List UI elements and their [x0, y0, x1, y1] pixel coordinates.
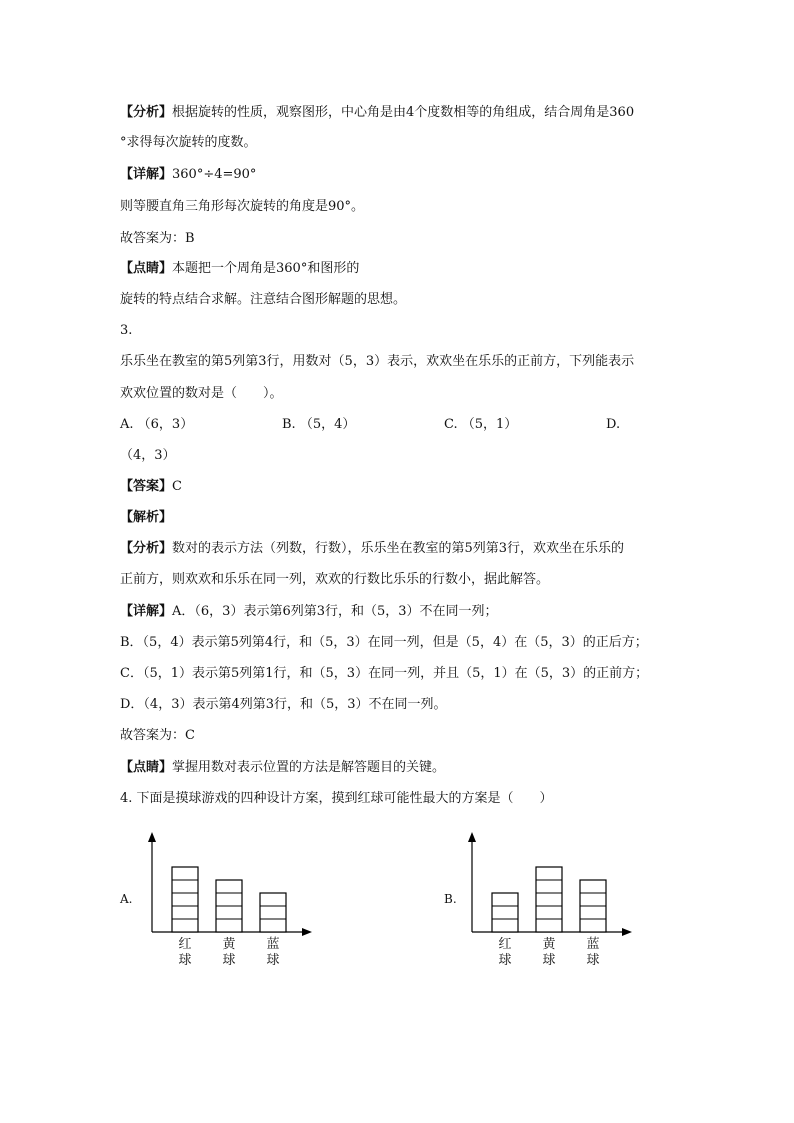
chart-b-tick-label-黄球: 球: [542, 953, 556, 968]
q3-analysis-line-2: 正前方，则欢欢和乐乐在同一列，欢欢的行数比乐乐的行数小，据此解答。: [120, 572, 550, 587]
q3-detail-a: [120, 603, 498, 621]
q2-detail-text: 360°÷4=90°: [172, 167, 257, 182]
q3-explain-tag: 【解析】: [120, 510, 173, 525]
q4-chart-a: [140, 830, 320, 970]
chart-b-tick-label-蓝球: 蓝: [586, 937, 600, 952]
chart-a-tick-label-蓝球: 蓝: [266, 937, 280, 952]
q3-option-b: B. （5，4）: [282, 417, 356, 432]
q4-chart-b-svg: [460, 830, 640, 970]
q3-detail-b: B．（5，4）表示第5列第4行，和（5，3）在同一列，但是（5，4）在（5，3）的正后方；: [120, 635, 648, 650]
q3-stem-line-2: 欢欢位置的数对是（ ）。: [120, 386, 283, 401]
chart-a-tick-label-蓝球: 球: [266, 953, 280, 968]
q3-answer-line: [120, 478, 182, 496]
q4-chart-b: [460, 830, 640, 970]
q3-number: 3.: [120, 323, 133, 338]
q4-chart-a-svg: [140, 830, 320, 970]
q3-answer-value: C: [172, 479, 182, 494]
q4-stem: 4. 下面是摸球游戏的四种设计方案，摸到红球可能性最大的方案是（ ）: [120, 791, 553, 806]
q3-detail-c: C．（5，1）表示第5列第1行，和（5，3）在同一列，并且（5，1）在（5，3）的正前方；: [120, 666, 649, 681]
q2-detail-line-2: 则等腰直角三角形每次旋转的角度是90°。: [120, 199, 365, 214]
q3-comment-line: [120, 759, 445, 777]
q3-analysis-text: 数对的表示方法（列数，行数），乐乐坐在教室的第5列第3行，欢欢坐在乐乐的: [172, 541, 625, 556]
q2-comment-text: 本题把一个周角是360°和图形的: [172, 261, 360, 276]
q4-option-a-label: A.: [120, 892, 133, 906]
q3-option-d: D.: [606, 417, 621, 432]
q4-option-b-label: B.: [444, 892, 457, 906]
chart-b-y-axis-arrow: [468, 832, 476, 842]
chart-b-tick-label-红球: 球: [498, 953, 512, 968]
q2-analysis-tag: 【分析】: [120, 105, 173, 120]
q2-comment-line-2: 旋转的特点结合求解。注意结合图形解题的思想。: [120, 292, 407, 307]
q2-analysis-line-1: [120, 104, 634, 122]
q3-answer-tag: 【答案】: [120, 479, 173, 494]
chart-b-tick-label-蓝球: 球: [586, 953, 600, 968]
q3-answer-final: 故答案为：C: [120, 728, 195, 743]
chart-a-x-axis-arrow: [302, 928, 312, 936]
q2-detail-line: [120, 166, 256, 184]
q3-comment-text: 掌握用数对表示位置的方法是解答题目的关键。: [172, 760, 446, 775]
q2-comment-line-1: [120, 260, 359, 278]
chart-b-tick-label-黄球: 黄: [542, 937, 556, 952]
q2-analysis-text: 根据旋转的性质，观察图形，中心角是由4个度数相等的角组成，结合周角是360: [172, 105, 635, 120]
chart-b-tick-label-红球: 红: [498, 937, 512, 952]
q2-analysis-line-2: °求得每次旋转的度数。: [120, 135, 257, 150]
chart-a-tick-label-红球: 球: [178, 953, 192, 968]
q3-analysis-tag: 【分析】: [120, 541, 173, 556]
chart-a-y-axis-arrow: [148, 832, 156, 842]
q2-detail-tag: 【详解】: [120, 167, 173, 182]
chart-b-x-axis-arrow: [622, 928, 632, 936]
chart-a-tick-label-红球: 红: [178, 937, 192, 952]
chart-b-bar-红球: [492, 893, 518, 932]
chart-a-tick-label-黄球: 球: [222, 953, 236, 968]
q3-detail-d: D．（4，3）表示第4列第3行，和（5，3）不在同一列。: [120, 697, 447, 712]
chart-a-tick-label-黄球: 黄: [222, 937, 236, 952]
q3-option-d-value: （4，3）: [120, 448, 176, 463]
q3-stem-line-1: 乐乐坐在教室的第5列第3行，用数对（5，3）表示，欢欢坐在乐乐的正前方，下列能表示: [120, 354, 635, 369]
chart-b-bar-黄球: [536, 867, 562, 932]
q3-option-c: C. （5，1）: [444, 417, 518, 432]
chart-a-bar-红球: [172, 867, 198, 932]
q3-analysis-line-1: [120, 540, 624, 558]
q2-comment-tag: 【点睛】: [120, 261, 173, 276]
q3-detail-tag: 【详解】: [120, 604, 173, 619]
q2-answer-line: 故答案为：B: [120, 231, 195, 246]
q3-comment-tag: 【点睛】: [120, 760, 173, 775]
q3-detail-a-text: A．（6，3）表示第6列第3行，和（5，3）不在同一列；: [172, 604, 498, 619]
chart-a-bar-蓝球: [260, 893, 286, 932]
q3-option-a: A. （6，3）: [120, 417, 194, 432]
